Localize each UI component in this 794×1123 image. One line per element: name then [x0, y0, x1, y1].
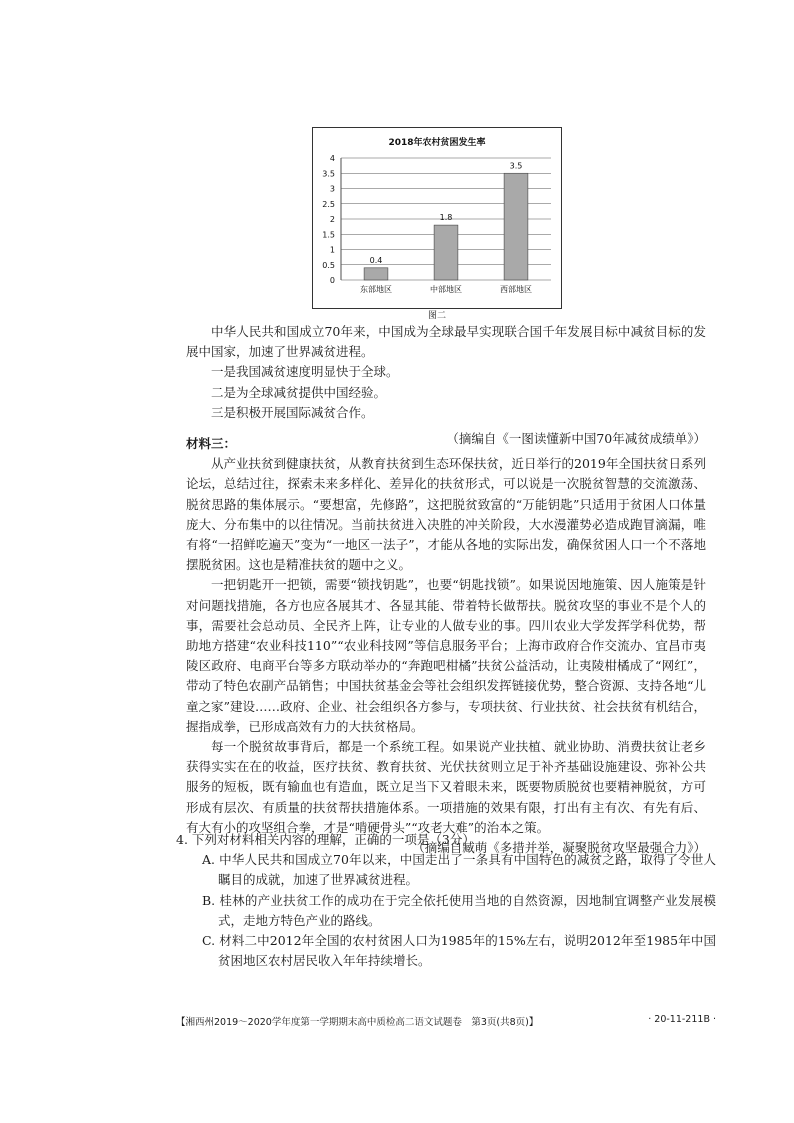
- y-tick-label: 0: [329, 276, 335, 285]
- material-three-source: （摘编自臧萌《多措并举，凝聚脱贫攻坚最强合力》）: [412, 840, 706, 856]
- page-footer: [176, 1014, 716, 1028]
- question-4-stem: 4. 下列对材料相关内容的理解，正确的一项是（3分）: [176, 832, 475, 847]
- y-tick-label: 4: [329, 154, 335, 163]
- question-4: [176, 830, 716, 971]
- footer-exam-info: 【湘西州2019～2020学年度第一学期期末高中质检高二语文试题卷 第3页(共8页)】: [176, 1017, 539, 1028]
- conclusion-point-1: 一是我国减贫速度明显快于全球。: [211, 364, 399, 380]
- x-category-label: 东部地区: [360, 285, 392, 294]
- data-label: 1.8: [439, 213, 453, 223]
- conclusion-point-3: 三是积极开展国际减贫合作。: [211, 404, 374, 420]
- y-tick-label: 3.5: [322, 169, 335, 179]
- conclusion-paragraph: 中华人民共和国成立70年来，中国成为全球最早实现联合国千年发展目标中减贫目标的发展中国家，加速了世界减贫进程。: [186, 324, 706, 360]
- material-three-heading: 材料三：: [186, 436, 237, 451]
- x-category-label: 中部地区: [430, 285, 462, 294]
- y-tick-label: 2: [329, 215, 335, 224]
- y-tick-label: 2.5: [322, 199, 335, 209]
- material-three-paragraph-1: 从产业扶贫到健康扶贫，从教育扶贫到生态环保扶贫，近日举行的2019年全国扶贫日系列论坛，总结过往，探索未来多样化、差异化的扶贫形式，可以说是一次脱贫智慧的交流激荡、脱贫思路的集体展示。“要想富，先修路”，这把脱贫致富的“万能钥匙”只适用于贫困人口体量庞大、分布集中的以往情况。当前扶贫进入决胜的冲关阶段，大水漫灌势必造成跑冒滴漏，唯有将“一招鲜吃遍天”变为“一地区一法子”，才能从各地的实际出发，确保贫困人口一个不落地摆脱贫困。这也是精准扶贫的题中之义。: [186, 456, 706, 573]
- material-three-paragraph-2: 一把钥匙开一把锁，需要“锁找钥匙”，也要“钥匙找锁”。如果说因地施策、因人施策是针对问题找措施，各方也应各展其才、各显其能、带着特长做帮扶。脱贫攻坚的事业不是个人的事，需要社会总动员、全民齐上阵，让专业的人做专业的事。四川农业大学发挥学科优势，帮助地方搭建“农业科技110”“农业科技网”等信息服务平台；上海市政府合作交流办、宜昌市夷陵区政府、电商平台等多方联动举办的“奔跑吧柑橘”扶贫公益活动，让夷陵柑橘成了“网红”，带动了特色农副产品销售；中国扶贫基金会等社会组织发挥链接优势，整合资源、支持各地“儿童之家”建设……政府、企业、社会组织各方参与，专项扶贫、行业扶贫、社会扶贫有机结合，握指成拳，已形成高效有力的大扶贫格局。: [186, 577, 706, 734]
- bar-西部地区: [504, 173, 528, 280]
- data-label: 3.5: [509, 161, 523, 171]
- material-two-source: （摘编自《一图读懂新中国70年减贫成绩单》）: [446, 431, 706, 447]
- option-c: C. 材料二中2012年全国的农村贫困人口为1985年的15%左右，说明2012年至1985年中国贫困地区农村居民收入年年持续增长。: [202, 933, 716, 969]
- material-three: [186, 434, 706, 858]
- option-b: B. 桂林的产业扶贫工作的成功在于完全依托使用当地的自然资源，因地制宜调整产业发展模式，走地方特色产业的路线。: [202, 892, 716, 928]
- figure-caption: 图二: [427, 311, 446, 321]
- bar-东部地区: [364, 268, 388, 280]
- x-category-label: 西部地区: [500, 285, 532, 294]
- material-two-conclusion: [186, 322, 706, 449]
- y-tick-label: 0.5: [322, 260, 335, 270]
- y-tick-label: 3: [329, 184, 335, 194]
- material-three-paragraph-3: 每一个脱贫故事背后，都是一个系统工程。如果说产业扶植、就业协助、消费扶贫让老乡获得实实在在的收益，医疗扶贫、教育扶贫、光伏扶贫则立足于补齐基础设施建设、弥补公共服务的短板，既有输血也有造血，既立足当下又着眼未来，既要物质脱贫也要精神脱贫，方可形成有层次、有质量的扶贫帮扶措施体系。一项措施的效果有限，打出有主有次、有先有后、有大有小的攻坚组合拳，才是“啃硬骨头”“攻老大难”的治本之策。: [186, 739, 706, 835]
- option-a: A. 中华人民共和国成立70年以来，中国走出了一条具有中国特色的减贫之路，取得了令世人瞩目的成就，加速了世界减贫进程。: [202, 852, 716, 888]
- chart-canvas: [313, 128, 561, 308]
- bar-chart: [312, 127, 562, 309]
- chart-title: 2018年农村贫困发生率: [388, 138, 486, 148]
- conclusion-point-2: 二是为全球减贫提供中国经验。: [211, 384, 387, 400]
- bar-中部地区: [434, 225, 458, 280]
- data-label: 0.4: [369, 255, 383, 265]
- y-tick-label: 1: [329, 245, 335, 255]
- y-tick-label: 1.5: [322, 230, 335, 240]
- footer-code: · 20-11-211B ·: [648, 1014, 716, 1025]
